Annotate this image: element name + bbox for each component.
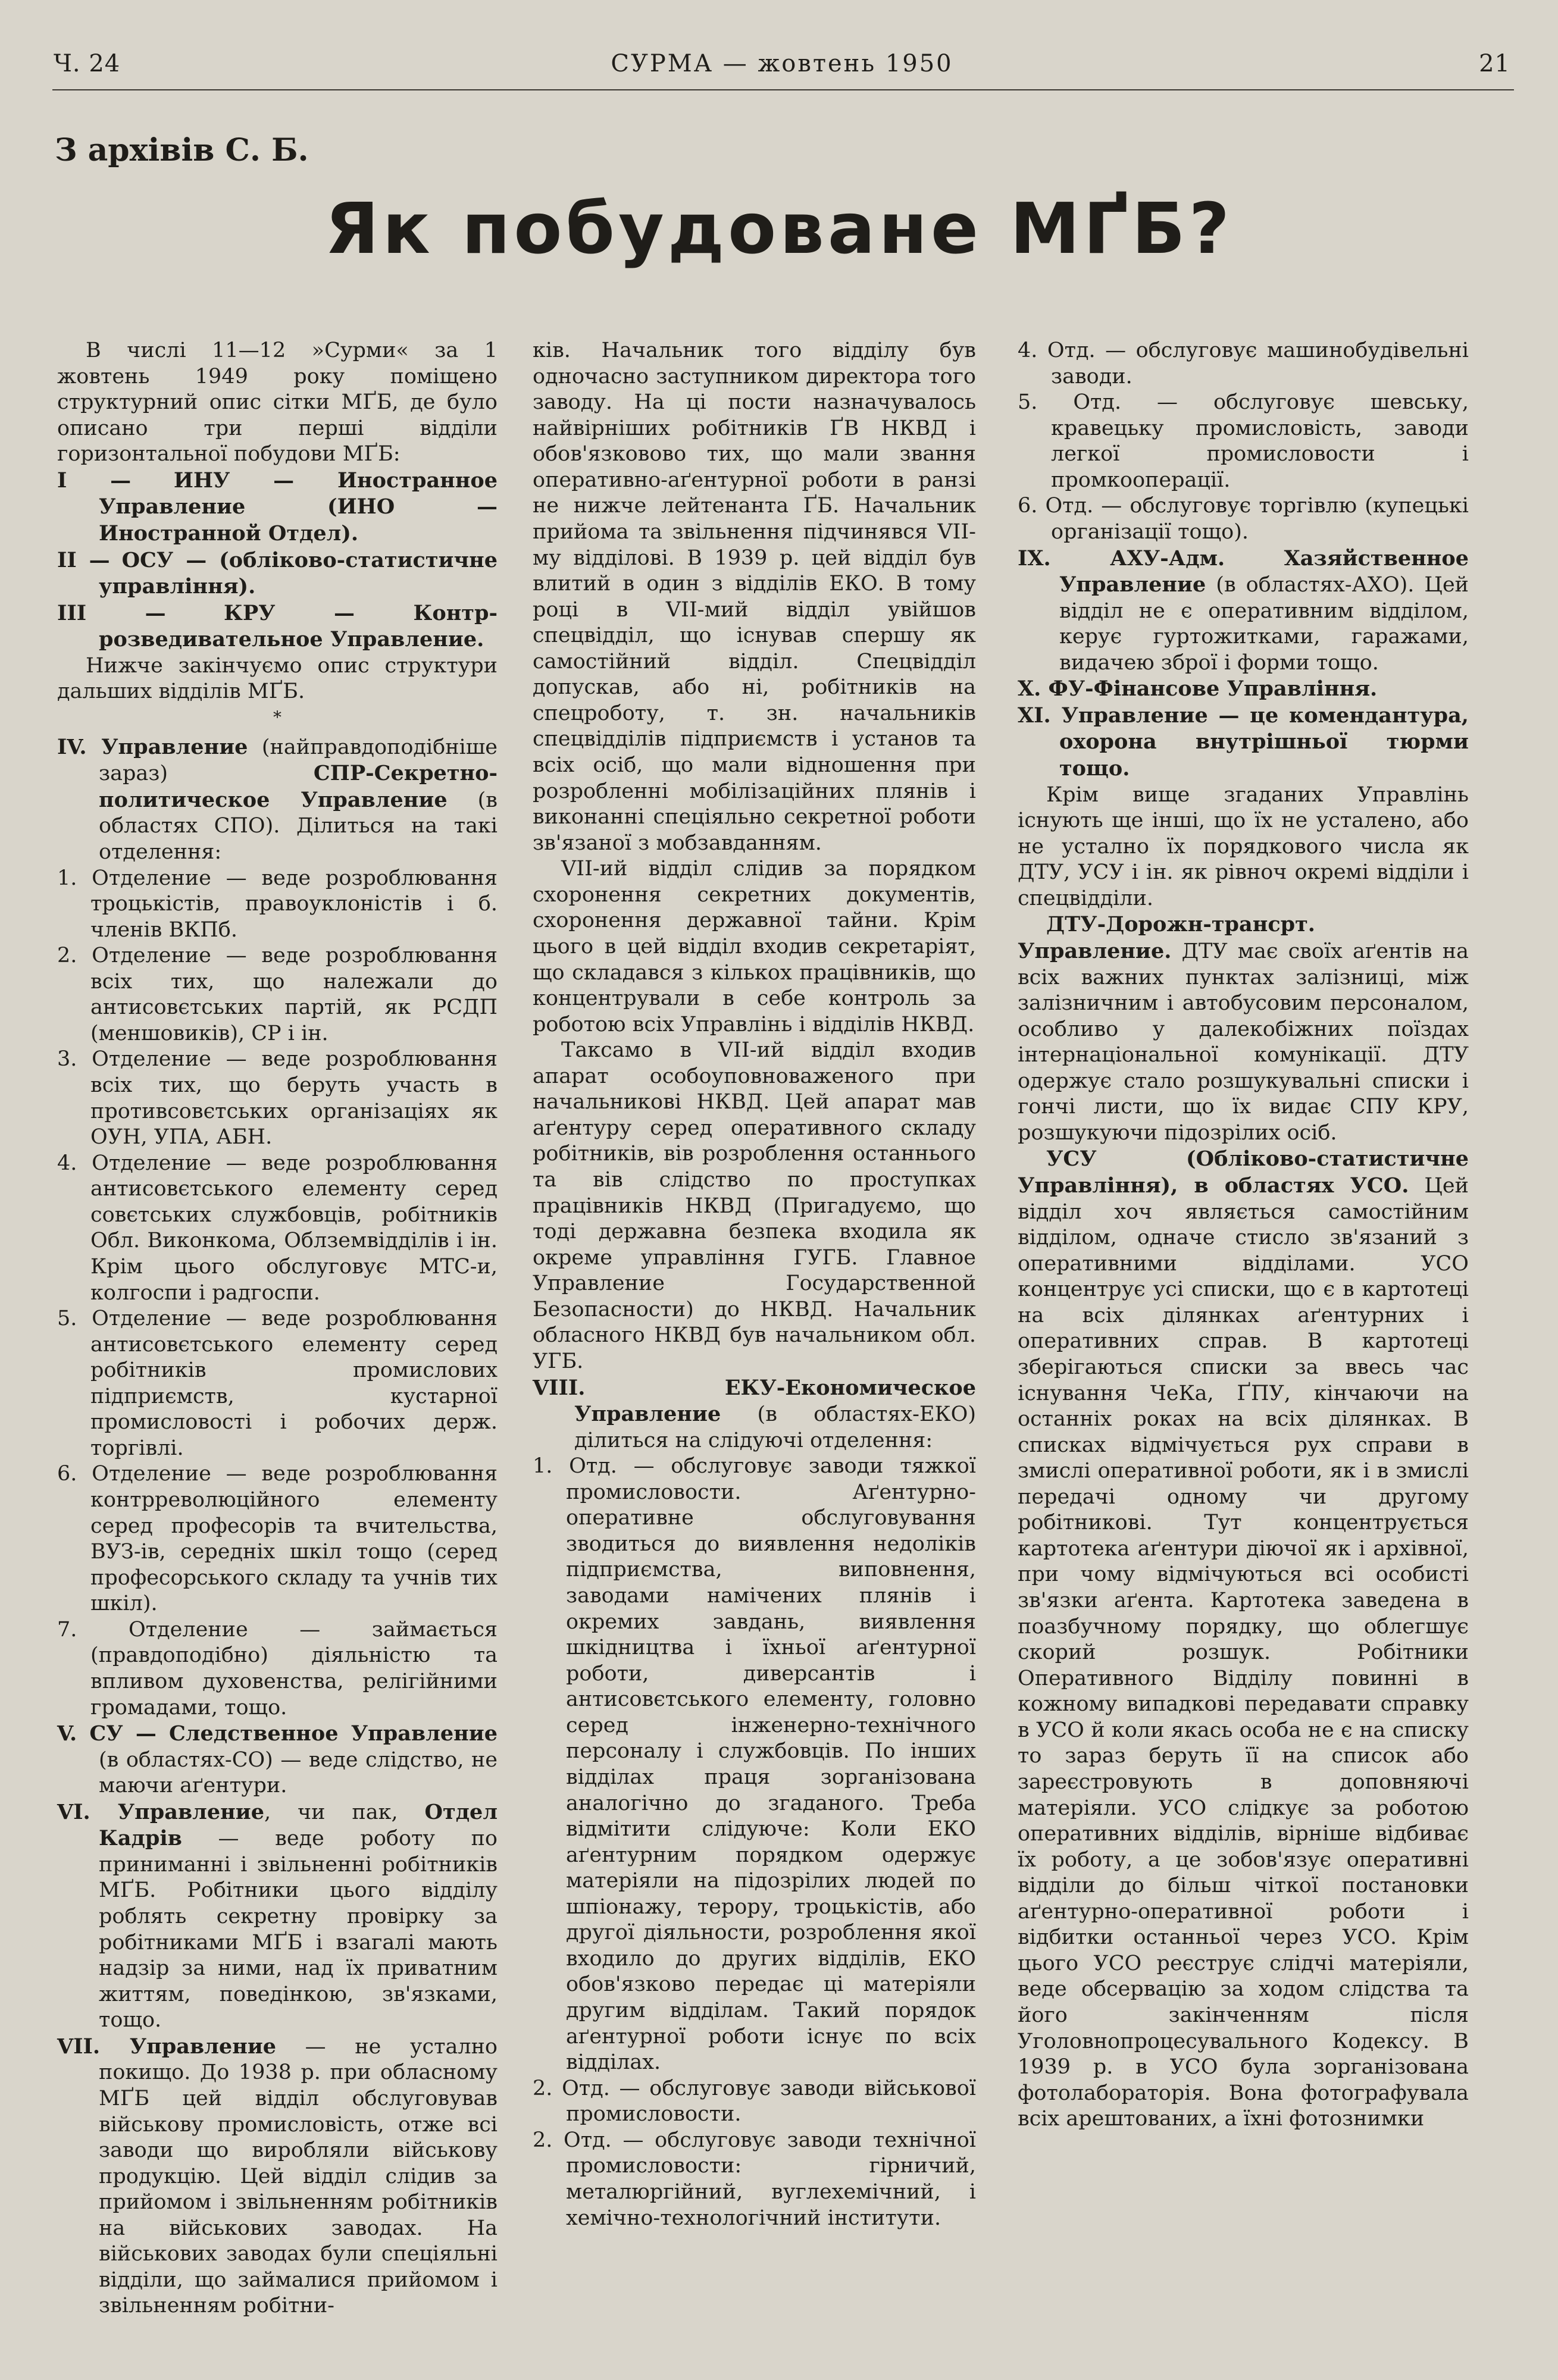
- list-item: 4. Отд. — обслуговує машинобудівельні заводи.: [1018, 339, 1469, 389]
- intro-paragraph: В числі 11—12 »Сурми« за 1 жовтень 1949 року поміщено структурний опис сітки МҐБ, де було описано три перші відділи горизонтальної побудови МҐБ:: [57, 339, 498, 466]
- section-11-head: XI. Управление — це комендантура, охорона внутрішньої тюрми тощо.: [1018, 703, 1469, 781]
- section-5-head: V. СУ — Следственное Управление: [57, 1721, 498, 1746]
- column-2: [533, 338, 976, 2231]
- column-1: [57, 338, 498, 2319]
- article-title: Як побудоване МҐБ?: [324, 187, 1234, 270]
- running-header: [54, 50, 1510, 86]
- section-5: [57, 1721, 498, 1799]
- list-item: 5. Отделение — веде розроблювання антисовєтського елементу серед робітників промислових підприємств, кустарної промисловості і робочих держ. торгівлі.: [57, 1307, 498, 1460]
- section-11: [1018, 703, 1469, 782]
- section-2-text: ОСУ — (обліково-статистичне управління).: [99, 547, 498, 599]
- section-4: [57, 734, 498, 866]
- list-item: 4. Отделение — веде розроблювання антисовєтського елементу серед совєтських службовців, робітників Обл. Виконкома, Облземвідділів і ін. Крім цього обслуговує МТС-и, колгоспи і радгоспи.: [57, 1151, 498, 1305]
- continuation-note: Нижче закінчуємо опис структури дальших відділів МҐБ.: [57, 653, 498, 704]
- section-9-head: IX. АХУ-Адм. Хазяйственное Управление: [1018, 546, 1469, 597]
- article-source: З архівів С. Б.: [55, 132, 309, 168]
- paragraph: ків. Начальник того відділу був одночасно заступником директора того заводу. На ці пости назначувалось найвірніших робітників ҐВ НКВД і обов'язковово тих, що мали звання оперативно-аґентурної роботи в ранзі не нижче лейтенанта ҐБ. Начальник прийома та звільнення підчинявся VII-му відділові. В 1939 р. цей відділ був влитий в один з відділів ЕКО. В тому році в VII-мий відділ увійшов спецвідділ, що існував спершу як самостійний відділ. Спецвідділ допускав, або ні, робітників на спецроботу, т. зн. начальників спецвідділів підприємств і установ та всіх осіб, що мали відношення при розробленні мобілізаційних плянів і виконанні спеціяльно секретної роботи зв'язаної з мобзавданням.: [533, 339, 976, 855]
- section-8: [533, 1375, 976, 1454]
- section-8-head: VIII. ЕКУ-Економическое Управление: [533, 1375, 976, 1427]
- section-7-head: VII. Управление: [57, 2034, 277, 2059]
- usu-text: Цей відділ хоч являється самостійним відділом, одначе стисло зв'язаний з оперативними відділами. УСО концентрує усі списки, що є в картотеці на всіх ділянках аґентурних і оперативних справ. В картотеці зберігаються списки за ввесь час існування ЧеКа, ҐПУ, кінчаючи на останніх роках на всіх ділянках. В списках відмічується рух справи в змислі оперативної роботи, як і в змислі передачі одному чи другому робітникові. Тут концентрується картотека аґентури діючої як і архівної, при чому відмічуються всі особисті зв'язки аґента. Картотека заведена в поазбучному порядку, що облегшує скорий розшук. Робітники Оперативного Відділу повинні в кожному випадкові передавати справку в УСО й коли якась особа не є на списку то зараз беруть її на список або зареєстровують в доповняючі матеріяли. УСО слідкує за роботою оперативних відділів, вірніше відбиває їх роботу, а це зобов'язує оперативні відділи до більш чіткої постановки аґентурно-оперативної роботи і відбитки останньої через УСО. Крім цього УСО реєструє слідчі матеріяли, веде обсервацію за ходом слідства та його закінченням після Уголовнопроцесувального Кодексу. В 1939 р. в УСО була зорганізована фотолабораторія. Вона фотографувала всіх арештованих, а їхні фотознимки: [1018, 1174, 1469, 2131]
- column-3: [1018, 338, 1469, 2132]
- list-item: 2. Отд. — обслуговує заводи технічної промисловости: гірничий, металюргійний, вуглехемічний, і хемічно-технологічний інститути.: [533, 2128, 976, 2230]
- section-4-head: IV. Управление: [57, 734, 248, 759]
- section-4-rest: (в областях СПО). Ділиться на такі отделення:: [99, 788, 498, 864]
- usu-paragraph: [1018, 1146, 1469, 2132]
- section-6: [57, 1799, 498, 2034]
- publication-line: СУРМА — жовтень 1950: [611, 50, 953, 77]
- section-2-number: II —: [57, 547, 110, 572]
- section-10-head: X. ФУ-Фінансове Управління.: [1018, 677, 1378, 702]
- section-7: [57, 2034, 498, 2319]
- section-6-name: Отдел Кадрів: [99, 1799, 498, 1851]
- section-4-mid: (найправдоподібніше зараз): [99, 735, 498, 786]
- section-10: [1018, 676, 1469, 703]
- page-number: 21: [1479, 50, 1510, 77]
- section-separator: *: [273, 707, 281, 727]
- list-item: 2. Отделение — веде розроблювання всіх тих, що належали до антисовєтських партій, як РСДП (меншовиків), СР і ін.: [57, 944, 498, 1045]
- section-9: [1018, 546, 1469, 677]
- list-item: 1. Отделение — веде розроблювання троцькістів, правоуклоністів і б. членів ВКПб.: [57, 866, 498, 942]
- section-1-text: ИНУ — Иностранное Управление (ИНО — Иностранной Отдел).: [99, 468, 498, 546]
- section-6-head: VI. Управление: [57, 1799, 264, 1824]
- dtu-head: ДТУ-Дорожн-трансрт. Управление.: [1018, 912, 1315, 963]
- paragraph: Таксамо в VII-ий відділ входив апарат особоуповноваженого при начальникові НКВД. Цей апарат мав аґентуру серед оперативного складу робітників, вів розроблення останнього та вів слідство по проступках працівників НКВД (Пригадуємо, що тоді державна безпека входила як окреме управління ГУГБ. Главное Управление Государственной Безопасности) до НКВД. Начальник обласного НКВД був начальником обл. УГБ.: [533, 1038, 976, 1373]
- section-2: [57, 547, 498, 600]
- issue-part: Ч. 24: [54, 50, 121, 77]
- section-1-number: I —: [57, 468, 132, 493]
- section-5-rest: (в областях-СО) — веде слідство, не маючи аґентури.: [99, 1748, 498, 1798]
- paragraph: VII-ий відділ слідив за порядком схоронення секретних документів, схоронення державної тайни. Крім цього в цей відділ входив секретаріят, що складався з кількох працівників, що концентрували в себе контроль за роботою всіх Управлінь і відділів НКВД.: [533, 857, 976, 1036]
- dtu-text: ДТУ має своїх аґентів на всіх важних пунктах залізниці, між залізничним і автобусовим персоналом, особливо у далекобіжних поїздах інтернаціональної комунікації. ДТУ одержує стало розшукувальні списки і гончі листи, що їх видає СПУ КРУ, розшукуючи підозрілих осіб.: [1018, 939, 1469, 1145]
- section-9-rest: (в областях-АХО). Цей відділ не є оперативним відділом, керує гуртожитками, гаражами, видачею зброї і форми тощо.: [1059, 573, 1469, 675]
- list-item: 6. Отделение — веде розроблювання контрреволюційного елементу серед професорів та вчительства, ВУЗ-ів, середніх шкіл тощо (серед професорського складу та учнів тих шкіл).: [57, 1462, 498, 1616]
- list-item: 6. Отд. — обслуговує торгівлю (купецькі організації тощо).: [1018, 494, 1469, 544]
- section-3: [57, 600, 498, 653]
- list-item: 2. Отд. — обслуговує заводи військової промисловости.: [533, 2076, 976, 2127]
- section-3-text: КРУ — Контр-розведивательное Управление.: [99, 600, 498, 652]
- list-item: 5. Отд. — обслуговує шевську, кравецьку промисловість, заводи легкої промисловости і промкооперації.: [1018, 390, 1469, 492]
- dtu-paragraph: [1018, 912, 1469, 1146]
- section-3-number: III —: [57, 600, 166, 625]
- section-6-rest: — веде роботу по приниманні і звільненні робітників МҐБ. Робітники цього відділу роблять секретну провірку за робітниками МҐБ і взагалі мають надзір за ними, над їх приватним життям, поведінкою, зв'язками, тощо.: [99, 1827, 498, 2033]
- section-1: [57, 468, 498, 547]
- header-rule: [52, 89, 1514, 90]
- usu-head: УСУ (Обліково-статистичне Управління), в областях УСО.: [1018, 1147, 1469, 1198]
- section-7-rest: — не устално покищо. До 1938 р. при обласному МҐБ цей відділ обслуговував військову промисловість, отже всі заводи що виробляли військову продукцію. Цей відділ слідив за прийомом і звільненням робітників на військових заводах. На військових заводах були спеціяльні відділи, що займалися прийомом і звільненням робітни-: [99, 2034, 498, 2318]
- paragraph: Крім вище згаданих Управлінь існують ще інші, що їх не усталено, або не устално їх порядкового числа як ДТУ, УСУ і ін. як рівноч окремі відділи і спецвідділи.: [1018, 782, 1469, 910]
- list-item: 1. Отд. — обслуговує заводи тяжкої промисловости. Аґентурно-оперативне обслуговування зводиться до виявлення недоліків підприємства, виповнення, заводами намічених плянів і окремих завдань, виявлення шкідництва і їхньої аґентурної роботи, диверсантів і антисовєтського елементу, головно серед інженерно-технічного персоналу і службовців. По інших відділах праця зорганізована аналогічно до згаданого. Треба відмітити слідуюче: Коли ЕКО аґентурним порядком одержує матеріяли на підозрілих людей по шпіонажу, терору, троцькістів, або другої діяльности, розроблення якої входило до других відділів, ЕКО обов'язково передає ці матеріяли другим відділам. Такий порядок аґентурної роботи існує по всіх відділах.: [533, 1454, 976, 2075]
- list-item: 7. Отделение — займається (правдоподібно) діяльністю та впливом духовенства, релігійними громадами, тощо.: [57, 1617, 498, 1720]
- section-6-mid: , чи пак,: [264, 1800, 425, 1824]
- list-item: 3. Отделение — веде розроблювання всіх тих, що беруть участь в противсовєтських організаціях як ОУН, УПА, АБН.: [57, 1047, 498, 1150]
- section-8-rest: (в областях-ЕКО) ділиться на слідуючі отделення:: [574, 1402, 976, 1452]
- section-4-name: СПР-Секретно-политическое Управление: [99, 761, 498, 812]
